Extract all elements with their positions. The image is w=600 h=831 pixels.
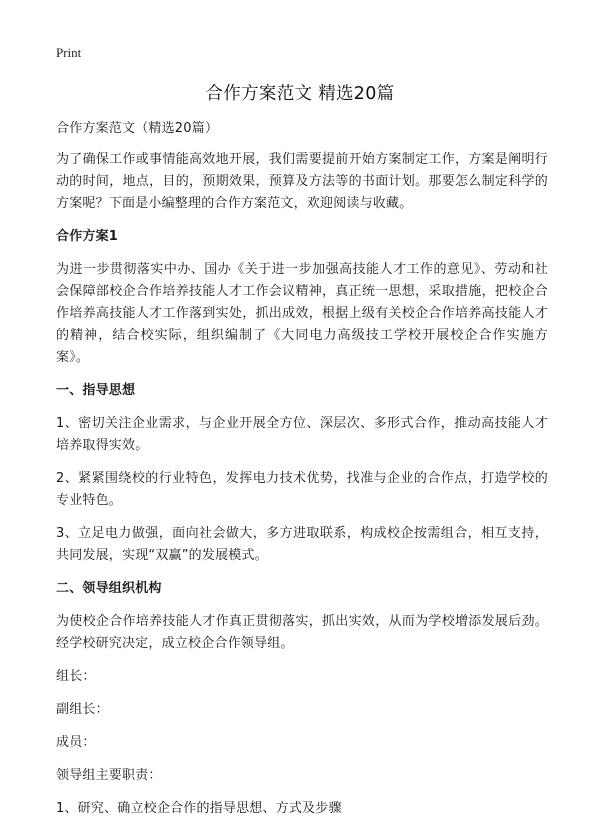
duty-item-1: 1、研究、确立校企合作的指导思想、方式及步骤	[56, 801, 342, 816]
guiding-item-3: 3、立足电力做强，面向社会做大，多方进取联系，构成校企按需组合，相互支持，共同发展，实现“双赢”的发展模式。	[56, 526, 548, 563]
document-subtitle: 合作方案范文（精选20篇）	[56, 121, 219, 136]
leader-label: 组长：	[56, 669, 96, 684]
duties-label: 领导组主要职责：	[56, 768, 162, 783]
document-body	[56, 118, 548, 831]
guiding-principles-heading: 一、指导思想	[56, 383, 136, 398]
leadership-organization-heading: 二、领导组织机构	[56, 581, 162, 596]
deputy-leader-label: 副组长：	[56, 702, 109, 717]
print-link[interactable]: Print	[56, 45, 82, 60]
intro-paragraph: 为了确保工作或事情能高效地开展，我们需要提前开始方案制定工作，方案是阐明行动的时间，地点，目的，预期效果，预算及方法等的书面计划。那要怎么制定科学的方案呢？下面是小编整理的合作方案范文，欢迎阅读与收藏。	[56, 152, 548, 211]
organization-paragraph: 为使校企合作培养技能人才作真正贯彻落实，抓出实效，从而为学校增添发展后劲。经学校研究决定，成立校企合作领导组。	[56, 614, 548, 651]
members-label: 成员：	[56, 735, 96, 750]
guiding-item-1: 1、密切关注企业需求，与企业开展全方位、深层次、多形式合作，推动高技能人才培养取得实效。	[56, 416, 548, 453]
document-title: 合作方案范文 精选20篇	[205, 84, 395, 104]
guiding-item-2: 2、紧紧围绕校的行业特色，发挥电力技术优势，找准与企业的合作点，打造学校的专业特色。	[56, 471, 548, 508]
section-1-paragraph: 为进一步贯彻落实中办、国办《关于进一步加强高技能人才工作的意见》、劳动和社会保障部校企合作培养技能人才工作会议精神，真正统一思想，采取措施，把校企合作培养高技能人才工作落到实处，抓出成效，根据上级有关校企合作培养高技能人才的精神，结合校实际，组织编制了《大同电力高级技工学校开展校企合作实施方案》。	[56, 262, 548, 365]
section-heading-plan-1: 合作方案1	[56, 229, 119, 244]
